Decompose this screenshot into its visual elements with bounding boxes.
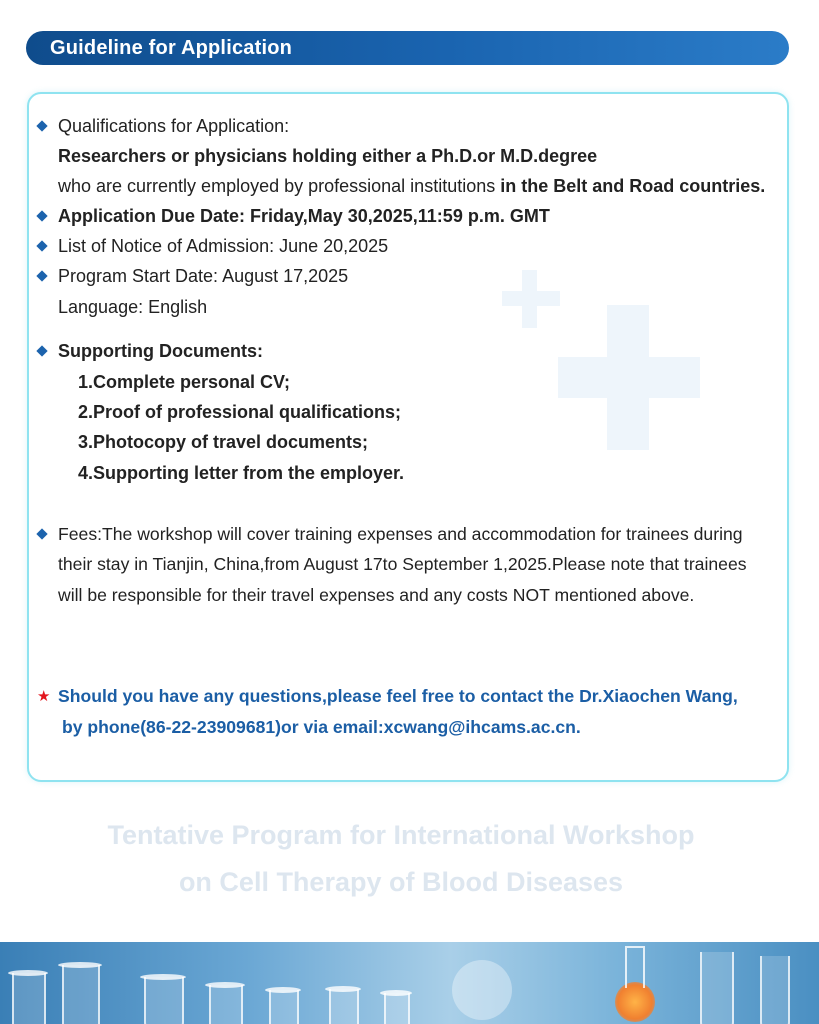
program-language: Language: English (58, 297, 208, 317)
document-item: 3.Photocopy of travel documents; (78, 432, 369, 452)
supporting-documents-title: Supporting Documents: (58, 341, 263, 361)
program-start-date: Program Start Date: August 17,2025 (58, 266, 349, 286)
fees-text-line: will be responsible for their travel expenses and any costs NOT mentioned above. (58, 585, 695, 605)
employment-text: who are currently employed by professional institutions (58, 176, 501, 196)
star-icon: ★ (37, 688, 51, 705)
fees-text-line: their stay in Tianjin, China,from August 17to September 1,2025.Please note that trainees (58, 554, 747, 574)
section-header-bar (26, 31, 789, 65)
contact-text-line: Should you have any questions,please feel free to contact the Dr.Xiaochen Wang, (58, 686, 738, 706)
application-due-date: Application Due Date: Friday,May 30,2025,11:59 p.m. GMT (58, 206, 550, 226)
document-item: 1.Complete personal CV; (78, 372, 291, 392)
laboratory-glassware-banner-image (0, 942, 819, 1024)
qualifications-label: Qualifications for Application: (58, 116, 290, 136)
contact-text-line: by phone(86-22-23909681)or via email:xcwang@ihcams.ac.cn. (62, 717, 581, 737)
qualifications-employment (58, 175, 765, 197)
section-title: Guideline for Application (50, 37, 293, 59)
next-section-subtitle: on Cell Therapy of Blood Diseases (178, 867, 624, 897)
document-item: 2.Proof of professional qualifications; (78, 402, 402, 422)
admission-notice-date: List of Notice of Admission: June 20,2025 (58, 236, 389, 256)
document-item: 4.Supporting letter from the employer. (78, 463, 405, 483)
qualifications-requirement: Researchers or physicians holding either a Ph.D.or M.D.degree (58, 146, 598, 166)
employment-emphasis: in the Belt and Road countries. (500, 176, 766, 196)
next-section-title: Tentative Program for International Workshop (107, 820, 695, 850)
fees-text-line: Fees:The workshop will cover training expenses and accommodation for trainees during (58, 524, 743, 544)
